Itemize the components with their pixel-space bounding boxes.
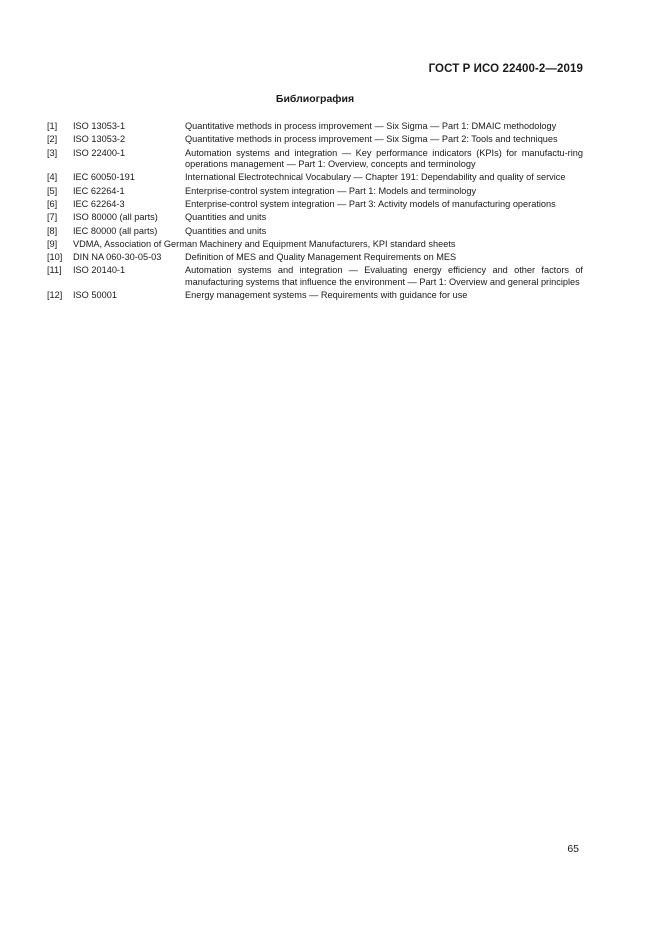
- bibliography-entry: [47, 172, 583, 184]
- entry-description: Energy management systems — Requirements with guidance for use: [185, 290, 468, 301]
- entry-number: [3]: [47, 147, 58, 158]
- bibliography-entry: [47, 265, 583, 288]
- entry-description: Quantitative methods in process improvement — Six Sigma — Part 2: Tools and techniques: [185, 134, 558, 145]
- entry-number: [11]: [47, 265, 62, 276]
- bibliography-entry: [47, 239, 583, 251]
- bibliography-entry: [47, 199, 583, 211]
- bibliography-entry: [47, 226, 583, 238]
- entry-code: DIN NA 060-30-05-03: [73, 252, 162, 263]
- bibliography-entry: [47, 290, 583, 302]
- entry-description: Enterprise-control system integration — Part 3: Activity models of manufacturing operations: [185, 198, 556, 209]
- bibliography-entry: [47, 186, 583, 198]
- entry-description: Enterprise-control system integration — Part 1: Models and terminology: [185, 185, 477, 196]
- entry-number: [8]: [47, 225, 58, 236]
- entry-number: [5]: [47, 185, 58, 196]
- page-number: 65: [567, 843, 579, 855]
- entry-number: [1]: [47, 121, 58, 131]
- bibliography-entry: [47, 134, 583, 146]
- bibliography-entry: [47, 212, 583, 224]
- entry-number: [7]: [47, 212, 58, 223]
- document-code: ГОСТ Р ИСО 22400-2—2019: [428, 63, 583, 75]
- bibliography-entry: [47, 148, 583, 171]
- entry-description: Definition of MES and Quality Management Requirements on MES: [185, 252, 457, 263]
- entry-code: IEC 60050-191: [73, 172, 135, 183]
- entry-code: ISO 22400-1: [73, 147, 126, 158]
- entry-description: International Electrotechnical Vocabulary — Chapter 191: Dependability and quality of service: [185, 172, 566, 183]
- entry-code: IEC 80000 (all parts): [73, 225, 158, 236]
- entry-description: Automation systems and integration — Key performance indicators (KPIs) for manufactu-ring operations management — Part 1: Overview, concepts and terminology: [185, 147, 583, 170]
- entry-number: [2]: [47, 134, 58, 145]
- entry-code: IEC 62264-1: [73, 185, 125, 196]
- entry-code: ISO 80000 (all parts): [73, 212, 158, 223]
- entry-description: Automation systems and integration — Evaluating energy efficiency and other factors of manufacturing systems that influence the environment — Part 1: Overview and general principles: [185, 265, 583, 287]
- entry-code: ISO 13053-2: [73, 134, 126, 145]
- bibliography-list: [47, 121, 583, 304]
- entry-code: ISO 13053-1: [73, 121, 126, 131]
- entry-description: Quantities and units: [185, 225, 267, 236]
- entry-number: [10]: [47, 252, 63, 263]
- entry-code: IEC 62264-3: [73, 198, 125, 209]
- entry-description: Quantities and units: [185, 212, 267, 223]
- entry-code: ISO 50001: [73, 290, 117, 301]
- entry-number: [12]: [47, 290, 63, 301]
- bibliography-entry: [47, 252, 583, 264]
- entry-code: ISO 20140-1: [73, 265, 126, 276]
- entry-number: [9]: [47, 238, 58, 249]
- entry-number: [6]: [47, 198, 58, 209]
- bibliography-entry: [47, 121, 583, 133]
- entry-full-text: VDMA, Association of German Machinery and Equipment Manufacturers, KPI standard sheets: [73, 238, 456, 249]
- entry-description: Quantitative methods in process improvement — Six Sigma — Part 1: DMAIC methodology: [185, 121, 557, 131]
- entry-number: [4]: [47, 172, 58, 183]
- bibliography-title: Библиография: [275, 93, 355, 105]
